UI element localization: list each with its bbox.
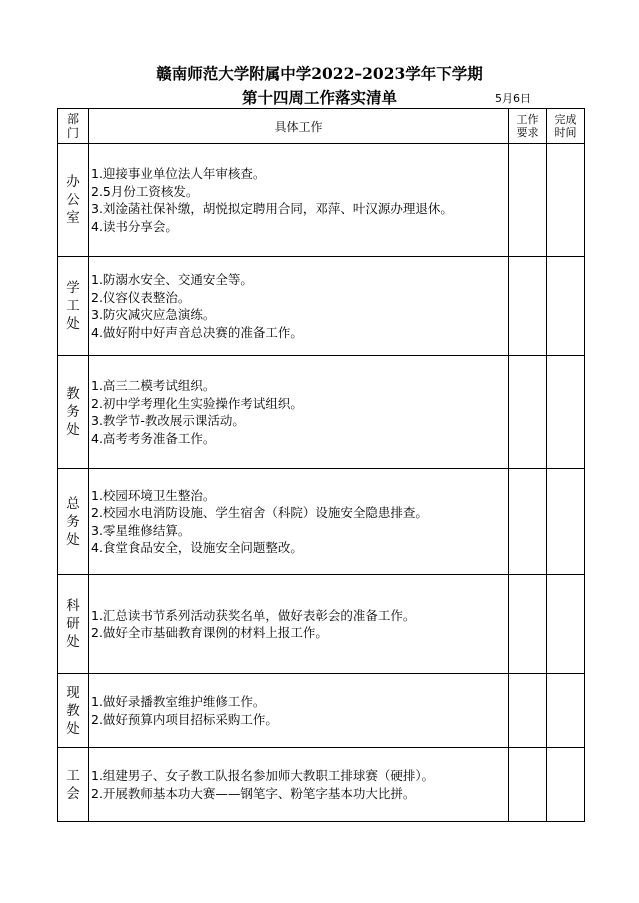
header-requirement-line: 工作 <box>516 113 539 126</box>
dept-cell <box>58 144 89 257</box>
dept-char: 务 <box>66 513 80 530</box>
dept-cell <box>58 469 89 575</box>
table-row <box>58 748 585 822</box>
header-dept-char: 部 <box>66 112 79 126</box>
table-row <box>58 674 585 748</box>
dept-char: 处 <box>66 531 80 548</box>
requirement-cell[interactable] <box>509 575 547 674</box>
work-item: 2.仪容仪表整治。 <box>91 289 191 305</box>
work-list-table <box>57 108 585 822</box>
dept-cell <box>58 257 89 356</box>
dept-char: 工 <box>66 298 80 314</box>
work-item: 3.防灾减灾应急演练。 <box>91 307 216 322</box>
header-requirement <box>509 109 547 144</box>
dept-cell <box>58 748 89 822</box>
table-row <box>58 575 585 674</box>
work-item: 2.开展教师基本功大赛——钢笔字、粉笔字基本功大比拼。 <box>91 785 416 801</box>
work-item: 2.校园水电消防设施、学生宿舍（科院）设施安全隐患排查。 <box>91 505 428 520</box>
table-row <box>58 144 585 257</box>
work-item: 1.迎接事业单位法人年审核查。 <box>91 166 266 181</box>
document-subtitle: 第十四周工作落实清单 <box>241 88 397 107</box>
dept-char: 处 <box>66 634 80 650</box>
date-label: 5月6日 <box>495 92 531 105</box>
document-title: 赣南师范大学附属中学2022–2023学年下学期 <box>156 64 483 83</box>
completion-cell[interactable] <box>547 748 585 822</box>
work-item: 4.做好附中好声音总决赛的准备工作。 <box>91 324 303 340</box>
work-item: 2.做好预算内项目招标采购工作。 <box>91 711 278 727</box>
work-cell <box>89 469 509 575</box>
header-completion <box>547 109 585 144</box>
header-dept <box>58 109 89 144</box>
dept-cell <box>58 356 89 469</box>
table-row <box>58 257 585 356</box>
work-item: 2.5月份工资核发。 <box>91 183 199 199</box>
dept-char: 室 <box>66 210 80 226</box>
work-cell <box>89 257 509 356</box>
work-cell <box>89 748 509 822</box>
requirement-cell[interactable] <box>509 356 547 469</box>
work-cell <box>89 674 509 748</box>
completion-cell[interactable] <box>547 257 585 356</box>
work-item: 1.校园环境卫生整治。 <box>91 487 216 503</box>
dept-cell <box>58 575 89 674</box>
dept-char: 科 <box>66 598 80 614</box>
dept-char: 教 <box>66 386 80 402</box>
dept-char: 务 <box>66 404 80 420</box>
work-cell <box>89 356 509 469</box>
work-item: 1.组建男子、女子教工队报名参加师大教职工排球赛（硬排）。 <box>91 768 435 783</box>
header-completion-line: 时间 <box>554 126 577 139</box>
dept-char: 现 <box>66 684 80 701</box>
completion-cell[interactable] <box>547 144 585 257</box>
header-work: 具体工作 <box>89 109 509 144</box>
dept-char: 工 <box>66 767 80 784</box>
table-row <box>58 356 585 469</box>
completion-cell[interactable] <box>547 469 585 575</box>
dept-char: 公 <box>66 192 80 208</box>
work-item: 3.教学节-教改展示课活动。 <box>91 413 245 428</box>
dept-char: 处 <box>66 720 80 737</box>
dept-char: 处 <box>66 316 80 332</box>
work-item: 3.零星维修结算。 <box>91 522 191 538</box>
work-item: 4.食堂食品安全，设施安全问题整改。 <box>91 540 303 555</box>
work-item: 2.初中学考理化生实验操作考试组织。 <box>91 395 303 411</box>
header-completion-line: 完成 <box>554 113 577 126</box>
dept-char: 学 <box>66 280 80 296</box>
work-item: 4.读书分享会。 <box>91 218 178 234</box>
completion-cell[interactable] <box>547 356 585 469</box>
dept-char: 处 <box>66 422 80 438</box>
work-item: 1.做好录播教室维护维修工作。 <box>91 694 266 709</box>
work-item: 1.防溺水安全、交通安全等。 <box>91 272 253 287</box>
dept-char: 研 <box>66 616 80 632</box>
work-item: 2.做好全市基础教育课例的材料上报工作。 <box>91 625 328 640</box>
requirement-cell[interactable] <box>509 257 547 356</box>
requirement-cell[interactable] <box>509 144 547 257</box>
header-requirement-line: 要求 <box>516 126 539 139</box>
work-cell <box>89 144 509 257</box>
work-item: 4.高考考务准备工作。 <box>91 430 216 446</box>
dept-char: 教 <box>66 702 80 719</box>
dept-char: 办 <box>66 174 80 190</box>
requirement-cell[interactable] <box>509 748 547 822</box>
dept-cell <box>58 674 89 748</box>
requirement-cell[interactable] <box>509 674 547 748</box>
requirement-cell[interactable] <box>509 469 547 575</box>
work-item: 1.高三二模考试组织。 <box>91 378 216 393</box>
work-item: 1.汇总读书节系列活动获奖名单，做好表彰会的准备工作。 <box>91 607 416 623</box>
work-item: 3.刘淦菡社保补缴，胡悦拟定聘用合同，邓萍、叶汉源办理退休。 <box>91 201 453 216</box>
work-cell <box>89 575 509 674</box>
completion-cell[interactable] <box>547 575 585 674</box>
dept-char: 总 <box>66 495 80 512</box>
header-dept-char: 门 <box>66 126 79 140</box>
table-row <box>58 469 585 575</box>
table-header-row <box>58 109 585 144</box>
dept-char: 会 <box>66 785 80 802</box>
completion-cell[interactable] <box>547 674 585 748</box>
